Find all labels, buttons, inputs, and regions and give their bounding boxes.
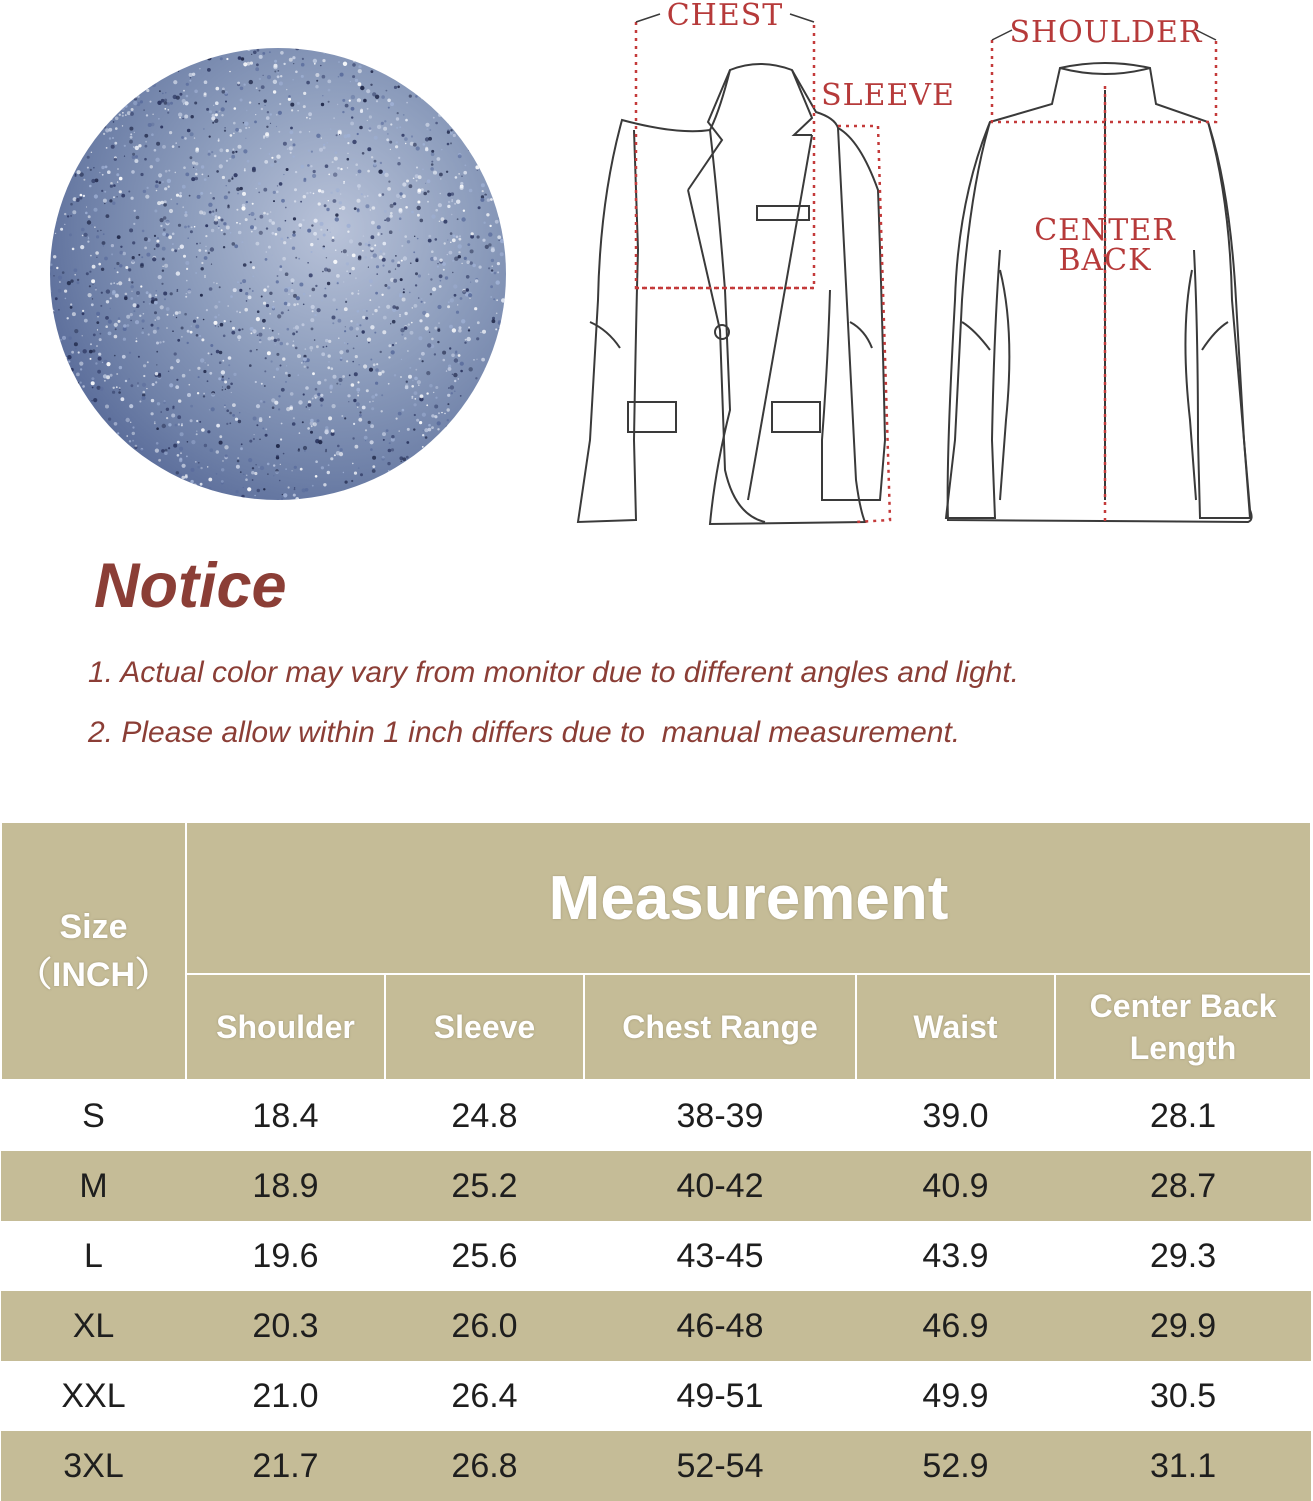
cell-size: 3XL — [1, 1431, 186, 1501]
cell-shoulder: 19.6 — [186, 1221, 385, 1291]
cell-chest: 46-48 — [584, 1291, 856, 1361]
cell-size: L — [1, 1221, 186, 1291]
cell-sleeve: 25.6 — [385, 1221, 584, 1291]
cell-chest: 43-45 — [584, 1221, 856, 1291]
size-column-header — [1, 822, 186, 1080]
table-row — [1, 1151, 1311, 1221]
cell-sleeve: 26.4 — [385, 1361, 584, 1431]
table-row — [1, 1080, 1311, 1151]
cell-size: S — [1, 1080, 186, 1151]
table-row — [1, 1221, 1311, 1291]
cell-shoulder: 18.4 — [186, 1080, 385, 1151]
shoulder-label: SHOULDER — [1009, 15, 1203, 50]
cell-waist: 39.0 — [856, 1080, 1055, 1151]
cell-sleeve: 26.8 — [385, 1431, 584, 1501]
cell-size: M — [1, 1151, 186, 1221]
table-row — [1, 1291, 1311, 1361]
cell-shoulder: 21.0 — [186, 1361, 385, 1431]
chest-label: CHEST — [666, 0, 784, 33]
col-header-center-back-length: Center Back Length — [1055, 974, 1311, 1080]
cell-chest: 40-42 — [584, 1151, 856, 1221]
notice-line-2: 2. Please allow within 1 inch differs due to manual measurement. — [88, 716, 961, 749]
cell-sleeve: 24.8 — [385, 1080, 584, 1151]
cell-sleeve: 25.2 — [385, 1151, 584, 1221]
measurement-header: Measurement — [186, 822, 1311, 974]
cell-back: 28.1 — [1055, 1080, 1311, 1151]
notice-line-1: 1. Actual color may vary from monitor due to different angles and light. — [88, 656, 1020, 689]
col-header-shoulder: Shoulder — [186, 974, 385, 1080]
center-back-label-line2: BACK — [1058, 243, 1152, 278]
cell-chest: 49-51 — [584, 1361, 856, 1431]
cell-back: 30.5 — [1055, 1361, 1311, 1431]
sleeve-label: SLEEVE — [821, 78, 955, 113]
col-header-sleeve: Sleeve — [385, 974, 584, 1080]
table-row — [1, 1431, 1311, 1501]
blazer-outline-icon — [560, 0, 1280, 540]
cell-back: 29.9 — [1055, 1291, 1311, 1361]
col-header-waist: Waist — [856, 974, 1055, 1080]
cell-chest: 38-39 — [584, 1080, 856, 1151]
size-chart-table — [0, 821, 1312, 1501]
center-back-label-line1: CENTER — [1034, 213, 1176, 248]
cell-shoulder: 21.7 — [186, 1431, 385, 1501]
cell-waist: 49.9 — [856, 1361, 1055, 1431]
size-header-line1: Size — [59, 908, 128, 946]
notice-title: Notice — [94, 551, 287, 621]
cell-sleeve: 26.0 — [385, 1291, 584, 1361]
fabric-swatch-image — [50, 48, 506, 500]
cell-back: 28.7 — [1055, 1151, 1311, 1221]
cell-size: XL — [1, 1291, 186, 1361]
cell-shoulder: 20.3 — [186, 1291, 385, 1361]
size-header-line2: （INCH） — [17, 956, 170, 994]
table-row — [1, 1361, 1311, 1431]
cell-size: XXL — [1, 1361, 186, 1431]
cell-shoulder: 18.9 — [186, 1151, 385, 1221]
cell-back: 29.3 — [1055, 1221, 1311, 1291]
cell-chest: 52-54 — [584, 1431, 856, 1501]
col-header-chest-range: Chest Range — [584, 974, 856, 1080]
cell-waist: 43.9 — [856, 1221, 1055, 1291]
cell-waist: 40.9 — [856, 1151, 1055, 1221]
cell-waist: 52.9 — [856, 1431, 1055, 1501]
measurement-diagram — [560, 0, 1280, 540]
cell-waist: 46.9 — [856, 1291, 1055, 1361]
glitter-texture-icon — [50, 48, 506, 500]
cell-back: 31.1 — [1055, 1431, 1311, 1501]
